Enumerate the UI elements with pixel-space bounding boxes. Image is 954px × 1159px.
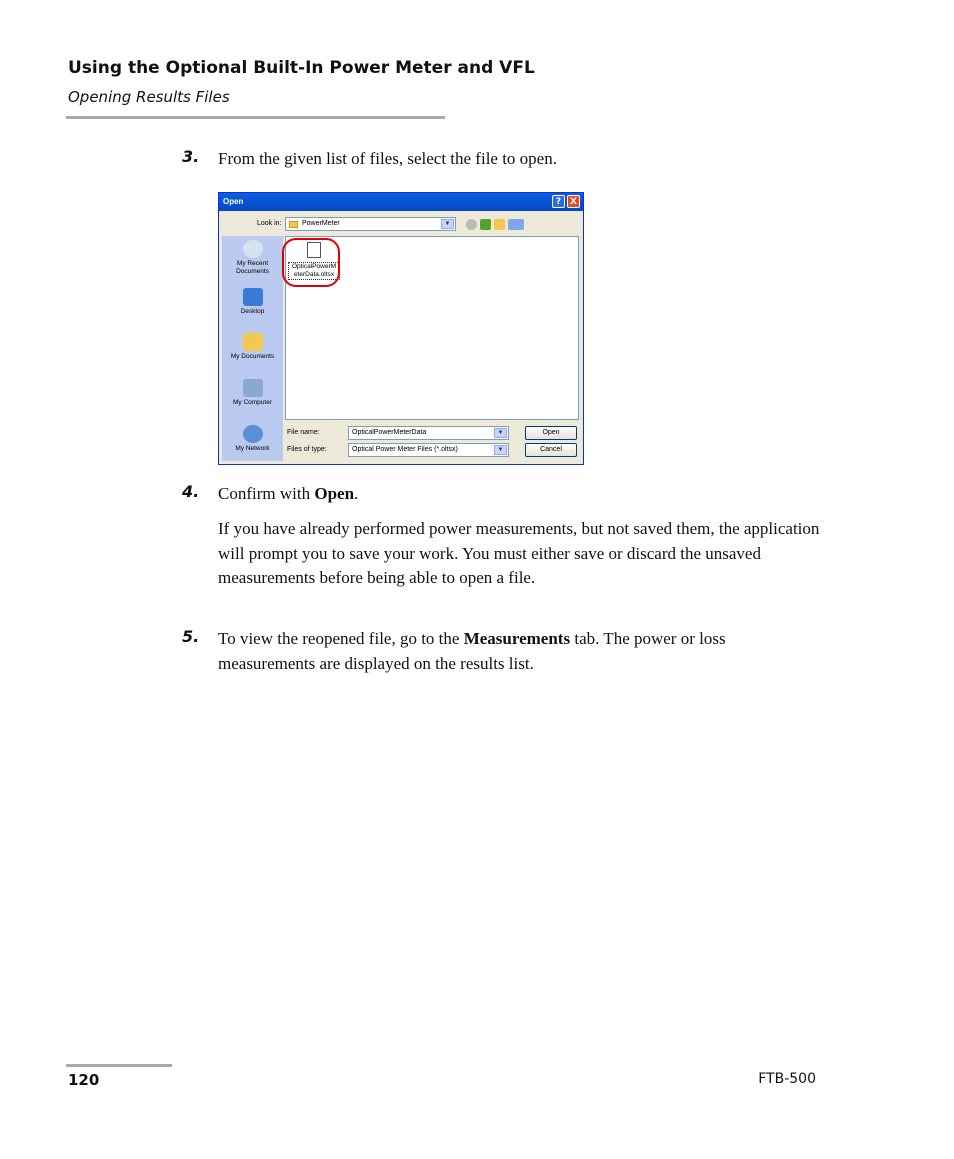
- dialog-title: Open: [223, 197, 244, 206]
- header-title: Using the Optional Built-In Power Meter and VFL: [68, 58, 535, 78]
- folder-icon: [289, 221, 298, 228]
- footer-rule: [66, 1064, 172, 1067]
- place-label: My Network: [235, 445, 270, 452]
- place-my-network[interactable]: [222, 425, 283, 453]
- my-network-icon: [243, 425, 263, 443]
- chevron-down-icon: ▼: [494, 445, 507, 455]
- step-text-part: Confirm with: [218, 484, 315, 503]
- chevron-down-icon: ▼: [494, 428, 507, 438]
- header-subtitle: Opening Results Files: [68, 88, 230, 106]
- place-label: My Recent Documents: [236, 260, 269, 275]
- step-text: From the given list of files, select the file to open.: [218, 149, 557, 168]
- step-number: 5.: [182, 627, 200, 646]
- file-type-value: Optical Power Meter Files (*.oltsx): [352, 446, 458, 453]
- note-paragraph: If you have already performed power measurements, but not saved them, the application will prompt you to save your work. You must either save or discard the unsaved measurements before being able to open a file.: [218, 519, 820, 587]
- file-name: OpticalPowerM eterData.oltsx: [288, 262, 340, 280]
- nav-toolbar: [466, 219, 524, 230]
- file-type-select[interactable]: [348, 443, 509, 457]
- new-folder-icon[interactable]: [494, 219, 505, 230]
- step-text-bold: Measurements: [463, 629, 571, 648]
- step-text: [218, 627, 818, 676]
- place-label: Desktop: [240, 308, 265, 315]
- document-id: FTB-500: [758, 1071, 816, 1087]
- highlight-circle: [282, 238, 340, 287]
- page-number: 120: [68, 1071, 100, 1089]
- recent-documents-icon: [243, 240, 263, 258]
- place-my-computer[interactable]: [222, 379, 283, 407]
- back-icon[interactable]: [466, 219, 477, 230]
- step-text: [218, 482, 818, 507]
- look-in-select[interactable]: [285, 217, 456, 231]
- step-number: 4.: [182, 482, 200, 501]
- places-bar: [222, 236, 283, 461]
- views-menu-icon[interactable]: [508, 219, 524, 230]
- step-number: 3.: [182, 147, 200, 166]
- place-desktop[interactable]: [222, 288, 283, 316]
- header-rule: [66, 116, 445, 119]
- place-label: My Computer: [232, 399, 272, 406]
- cancel-button[interactable]: Cancel: [525, 443, 577, 457]
- my-computer-icon: [243, 379, 263, 397]
- my-documents-icon: [243, 333, 263, 351]
- open-dialog: [218, 192, 584, 465]
- step-text-part: tab. The power or loss measurements are displayed on the results list.: [218, 629, 726, 673]
- file-name-input[interactable]: [348, 426, 509, 440]
- file-name-value: OpticalPowerMeterData: [352, 429, 427, 436]
- step-text-part: To view the reopened file, go to the: [218, 629, 464, 648]
- desktop-icon: [243, 288, 263, 306]
- open-button[interactable]: Open: [525, 426, 577, 440]
- step-text-part: .: [354, 484, 359, 503]
- place-label: My Documents: [230, 353, 275, 360]
- place-my-documents[interactable]: [222, 333, 283, 361]
- file-name-label: File name:: [287, 429, 320, 436]
- close-button[interactable]: X: [567, 195, 580, 208]
- look-in-label: Look in:: [257, 220, 282, 227]
- help-button[interactable]: ?: [552, 195, 565, 208]
- step-text-bold: Open: [314, 484, 355, 503]
- dialog-titlebar: [219, 193, 583, 211]
- file-type-label: Files of type:: [287, 446, 327, 453]
- look-in-value: PowerMeter: [302, 220, 340, 227]
- place-recent-documents[interactable]: [222, 240, 283, 275]
- chevron-down-icon: ▼: [441, 219, 454, 229]
- up-folder-icon[interactable]: [480, 219, 491, 230]
